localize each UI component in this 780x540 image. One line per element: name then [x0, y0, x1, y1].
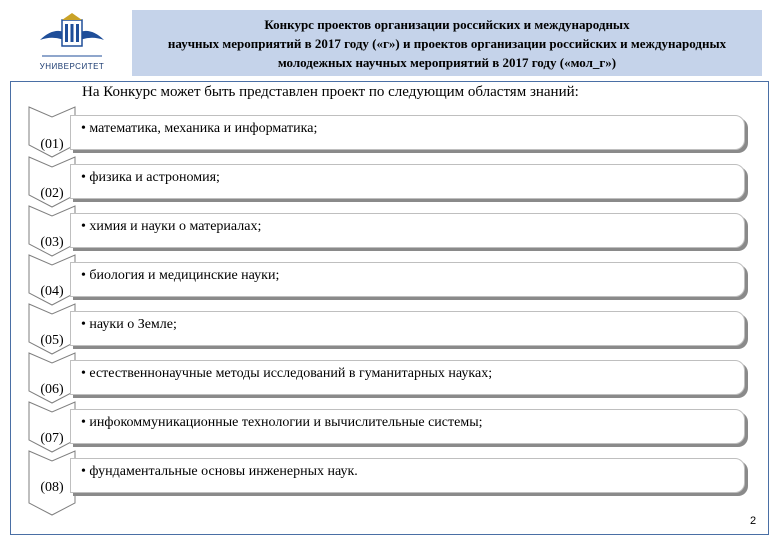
- list-item-text: • науки о Земле;: [81, 316, 177, 332]
- page-number: 2: [750, 515, 757, 527]
- item-number: (02): [40, 186, 64, 201]
- item-number: (07): [40, 431, 64, 446]
- list-item: [70, 360, 745, 395]
- list-item: [70, 164, 745, 199]
- list-item-text: • биология и медицинские науки;: [81, 267, 280, 283]
- list-item-text: • физика и астрономия;: [81, 169, 220, 185]
- item-number: (06): [40, 382, 64, 397]
- list-item: [70, 213, 745, 248]
- item-number: (04): [40, 284, 64, 299]
- list-item: [70, 115, 745, 150]
- item-number: (03): [40, 235, 64, 250]
- list-item-text: • естественнонаучные методы исследований в гуманитарных науках;: [81, 365, 493, 381]
- list-item: [70, 311, 745, 346]
- item-number: (01): [40, 137, 64, 152]
- header-banner: [132, 10, 762, 76]
- list-item: [70, 409, 745, 444]
- item-number: (05): [40, 333, 64, 348]
- list-item-text: • математика, механика и информатика;: [81, 120, 318, 136]
- page-title: Конкурс проектов организации российских и международных научных мероприятий в 2017 году («г») и проектов организации российских и международных молодежных научных мероприятий в 2017 году («мол_г»): [167, 16, 727, 70]
- logo-text: УНИВЕРСИТЕТ: [39, 62, 105, 71]
- university-logo: [36, 10, 108, 76]
- list-item: [70, 262, 745, 297]
- item-number: (08): [40, 480, 64, 495]
- list-item-text: • фундаментальные основы инженерных наук.: [81, 463, 358, 479]
- list-item-text: • химия и науки о материалах;: [81, 218, 262, 234]
- list-item-text: • инфокоммуникационные технологии и вычислительные системы;: [81, 414, 483, 430]
- list-item: [70, 458, 745, 493]
- intro-text: На Конкурс может быть представлен проект по следующим областям знаний:: [82, 84, 579, 100]
